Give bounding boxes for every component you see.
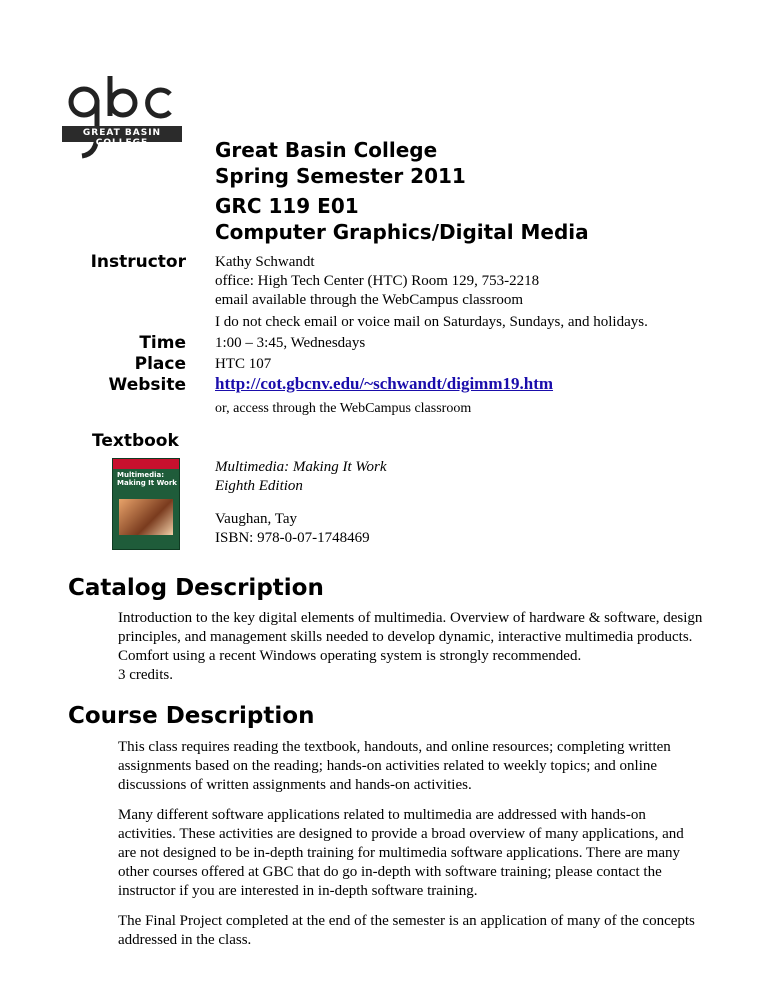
course-line: addressed in the class. [118,932,252,948]
course-line: This class requires reading the textbook, handouts, and online resources; completing written [118,739,671,755]
textbook-isbn: ISBN: 978-0-07-1748469 [215,530,370,546]
class-place: HTC 107 [215,356,272,372]
instructor-note: I do not check email or voice mail on Saturdays, Sundays, and holidays. [215,314,648,330]
catalog-line: Comfort using a recent Windows operating system is strongly recommended. [118,648,582,664]
gbc-logo-icon [62,72,182,162]
textbook-cover-title: Multimedia: Making It Work [117,471,177,487]
catalog-heading: Catalog Description [68,575,324,601]
course-paragraph-1 [118,738,738,795]
textbook-author: Vaughan, Tay [215,511,297,527]
textbook-cover [112,458,180,550]
course-line: The Final Project completed at the end of the semester is an application of many of the concepts [118,913,695,929]
course-paragraph-3 [118,912,738,950]
course-line: other courses offered at GBC that do go in-depth with software training; please contact the [118,864,662,880]
instructor-office: office: High Tech Center (HTC) Room 129, 753-2218 [215,273,540,289]
website-label: Website [108,375,186,395]
instructor-email: email available through the WebCampus classroom [215,292,524,308]
college-logo [62,72,182,162]
catalog-description [118,609,738,685]
course-code: GRC 119 E01 [215,194,359,218]
course-line: instructor if you are interested in in-depth software training. [118,883,478,899]
logo-college-name: GREAT BASIN COLLEGE [82,128,162,148]
catalog-line: 3 credits. [118,667,173,683]
website-note: or, access through the WebCampus classroom [215,401,472,416]
instructor-name: Kathy Schwandt [215,254,315,270]
course-title: Computer Graphics/Digital Media [215,220,589,244]
catalog-line: Introduction to the key digital elements of multimedia. Overview of hardware & software, design [118,610,703,626]
instructor-label: Instructor [90,252,186,272]
college-name: Great Basin College [215,138,438,162]
time-label: Time [139,333,186,353]
textbook-title: Multimedia: Making It Work [215,459,387,475]
course-line: assignments based on the reading; hands-on activities related to weekly topics; and online [118,758,658,774]
textbook-edition: Eighth Edition [215,478,303,494]
course-heading: Course Description [68,703,315,729]
course-paragraph-2 [118,806,738,901]
class-time: 1:00 – 3:45, Wednesdays [215,335,366,351]
semester: Spring Semester 2011 [215,164,466,188]
course-line: Many different software applications related to multimedia are addressed with hands-on [118,807,646,823]
place-label: Place [134,354,186,374]
catalog-line: principles, and management skills needed to develop dynamic, interactive multimedia products. [118,629,693,645]
textbook-label: Textbook [92,431,179,451]
website-link[interactable]: http://cot.gbcnv.edu/~schwandt/digimm19.htm [215,374,554,393]
course-line: discussions of written assignments and hands-on activities. [118,777,472,793]
course-line: activities. These activities are designed to provide a broad overview of many applications, and [118,826,684,842]
course-line: are not designed to be in-depth training for multimedia software applications. There are many [118,845,681,861]
